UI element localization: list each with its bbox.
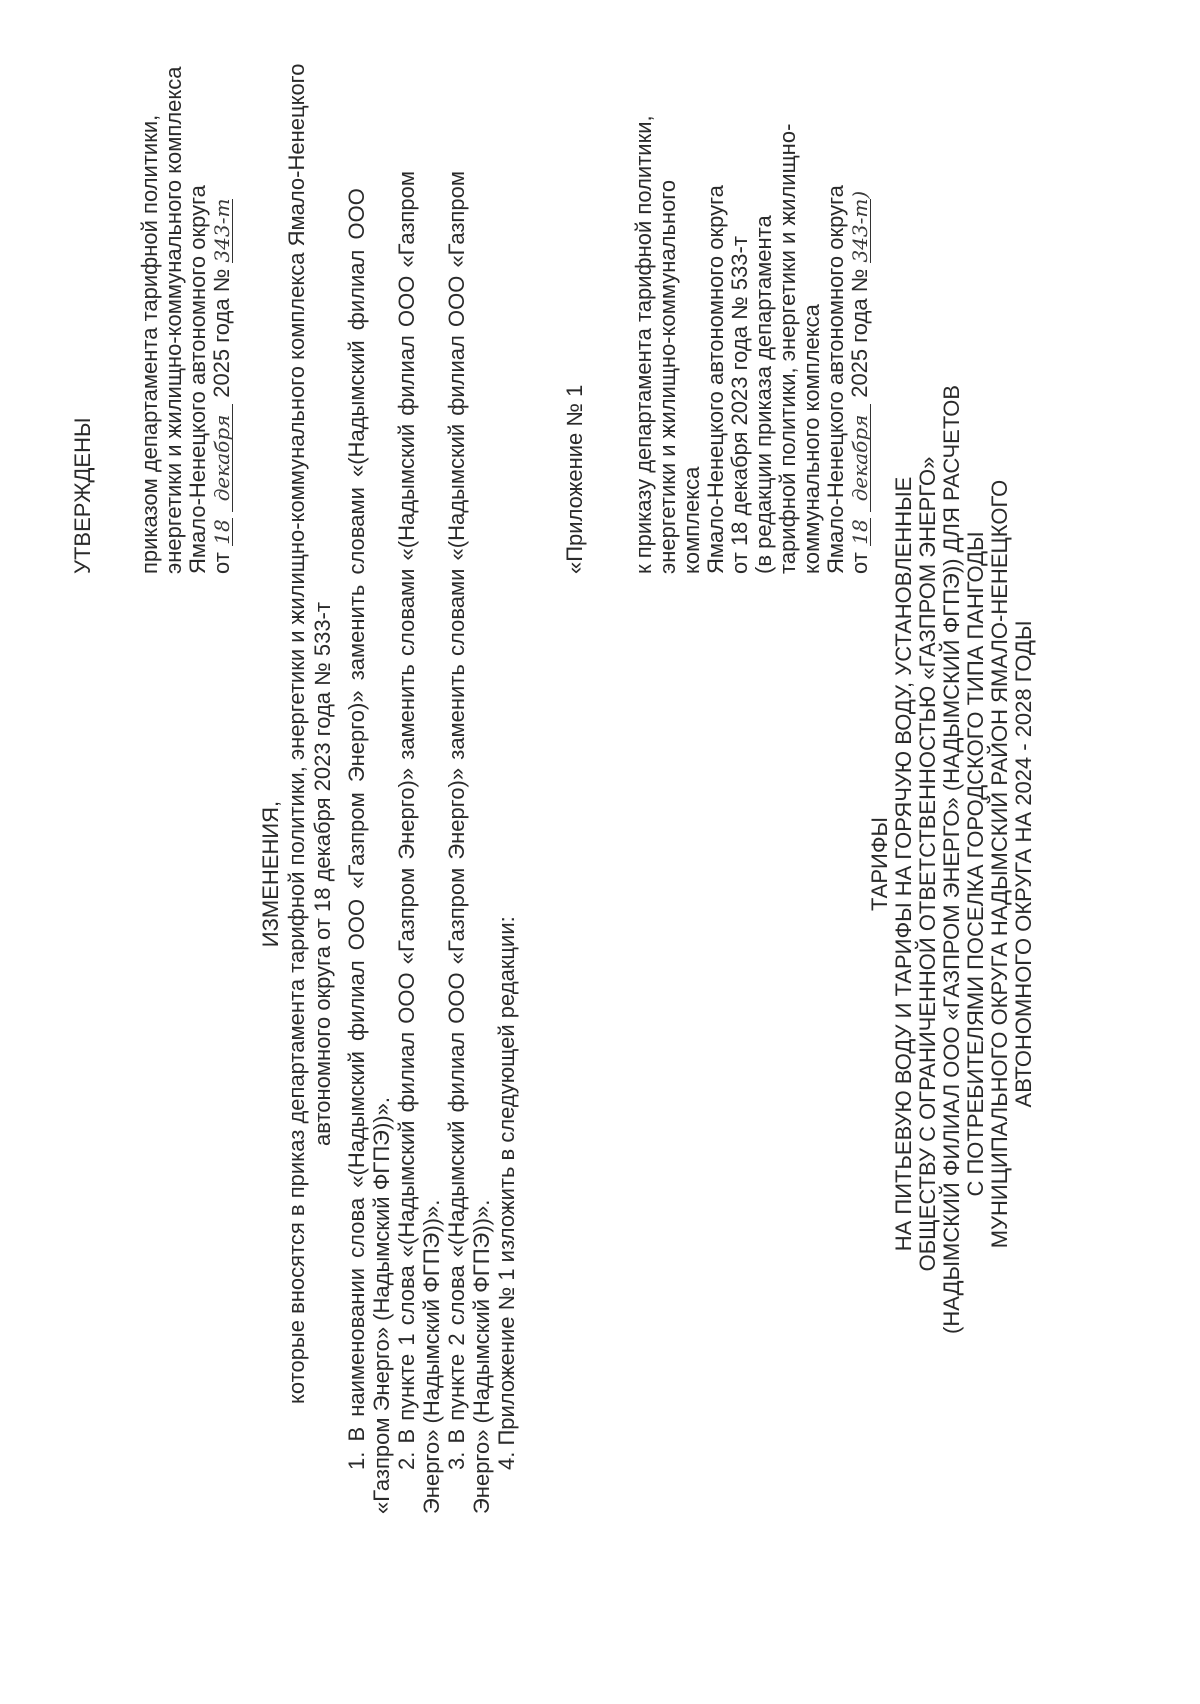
changes-subheading-1: которые вносятся в приказ департамента тарифной политики, энергетики и жилищно-коммунального комплекса Ямало-Ненецкого [284,63,309,1404]
paragraph-1-line-2: «Газпром Энерго» (Надымский ФГПЭ))». [369,1097,394,1514]
appendix-line-7: тарифной политики, энергетики и жилищно- [775,123,800,574]
appendix-date-prefix: от [847,552,872,574]
paragraph-4-line-1: 4. Приложение № 1 изложить в следующей редакции: [494,916,519,1470]
paragraph-3-line-2: Энерго» (Надымский ФГПЭ))». [469,1199,494,1514]
changes-paragraphs [344,171,519,1514]
appendix-line-1: к приказу департамента тарифной политики, [631,115,656,574]
tariffs-line-1: НА ПИТЬЕВУЮ ВОДУ И ТАРИФЫ НА ГОРЯЧУЮ ВОДУ, УСТАНОВЛЕННЫЕ [891,476,916,1252]
approval-date-month: декабря [212,404,233,512]
tariffs-line-3: (НАДЫМСКИЙ ФИЛИАЛ ООО «ГАЗПРОМ ЭНЕРГО» (НАДЫМСКИЙ ФГПЭ)) ДЛЯ РАСЧЕТОВ [939,384,964,1334]
tariffs-line-4: С ПОТРЕБИТЕЛЯМИ ПОСЕЛКА ГОРОДСКОГО ТИПА ПАНГОДЫ [963,531,988,1197]
paragraph-3-line-1: 3. В пункте 2 слова «(Надымский филиал ООО «Газпром Энерго)» заменить словами «(Надымский филиал ООО «Газпром [444,171,469,1470]
appendix-date-day: 18 [848,519,872,545]
approval-date-year: 2025 года № [209,268,234,398]
approval-date-line [210,66,234,574]
appendix-line-9: Ямало-Ненецкого автономного округа [823,185,848,574]
approval-date-day: 18 [210,519,234,545]
appendix-line-6: (в редакции приказа департамента [751,215,776,574]
tariffs-line-2: ОБЩЕСТВУ С ОГРАНИЧЕННОЙ ОТВЕТСТВЕННОСТЬЮ «ГАЗПРОМ ЭНЕРГО» [915,456,940,1272]
approval-date-prefix: от [209,552,234,574]
tariffs-block [867,384,1036,1334]
tariffs-title: ТАРИФЫ [867,816,892,912]
appendix-date-month: декабря [850,404,871,512]
appendix-block [562,115,872,574]
paragraph-1-line-1: 1. В наименовании слова «(Надымский филиал ООО «Газпром Энерго)» заменить словами «(Надымский филиал ООО [344,188,369,1470]
paragraph-2-line-1: 2. В пункте 1 слова «(Надымский филиал ООО «Газпром Энерго)» заменить словами «(Надымский филиал ООО «Газпром [394,171,419,1470]
approval-heading: УТВЕРЖДЕНЫ [70,417,95,574]
approval-line-1: приказом департамента тарифной политики, [137,114,162,574]
appendix-line-8: коммунального комплекса [799,304,824,574]
approval-number: 343-т [210,198,234,263]
tariffs-line-6: АВТОНОМНОГО ОКРУГА НА 2024 - 2028 ГОДЫ [1011,620,1036,1108]
changes-heading: ИЗМЕНЕНИЯ, [258,800,283,948]
paragraph-2-line-2: Энерго» (Надымский ФГПЭ))». [419,1199,444,1514]
approval-block [70,66,234,574]
appendix-line-3: комплекса [679,466,704,574]
changes-subheading-2: автономного округа от 18 декабря 2023 года № 533-т [310,602,335,1146]
appendix-heading: «Приложение № 1 [562,384,587,574]
appendix-line-4: Ямало-Ненецкого автономного округа [703,185,728,574]
appendix-number: 343-т) [848,190,872,263]
approval-line-2: энергетики и жилищно-коммунального комплекса [161,66,186,574]
appendix-line-5: от 18 декабря 2023 года № 533-т [727,236,752,574]
appendix-line-2: энергетики и жилищно-коммунального [655,179,680,574]
appendix-date-year: 2025 года № [847,268,872,398]
tariffs-line-5: МУНИЦИПАЛЬНОГО ОКРУГА НАДЫМСКИЙ РАЙОН ЯМАЛО-НЕНЕЦКОГО [987,479,1012,1249]
approval-line-3: Ямало-Ненецкого автономного округа [185,185,210,574]
changes-heading-block [258,63,336,1404]
